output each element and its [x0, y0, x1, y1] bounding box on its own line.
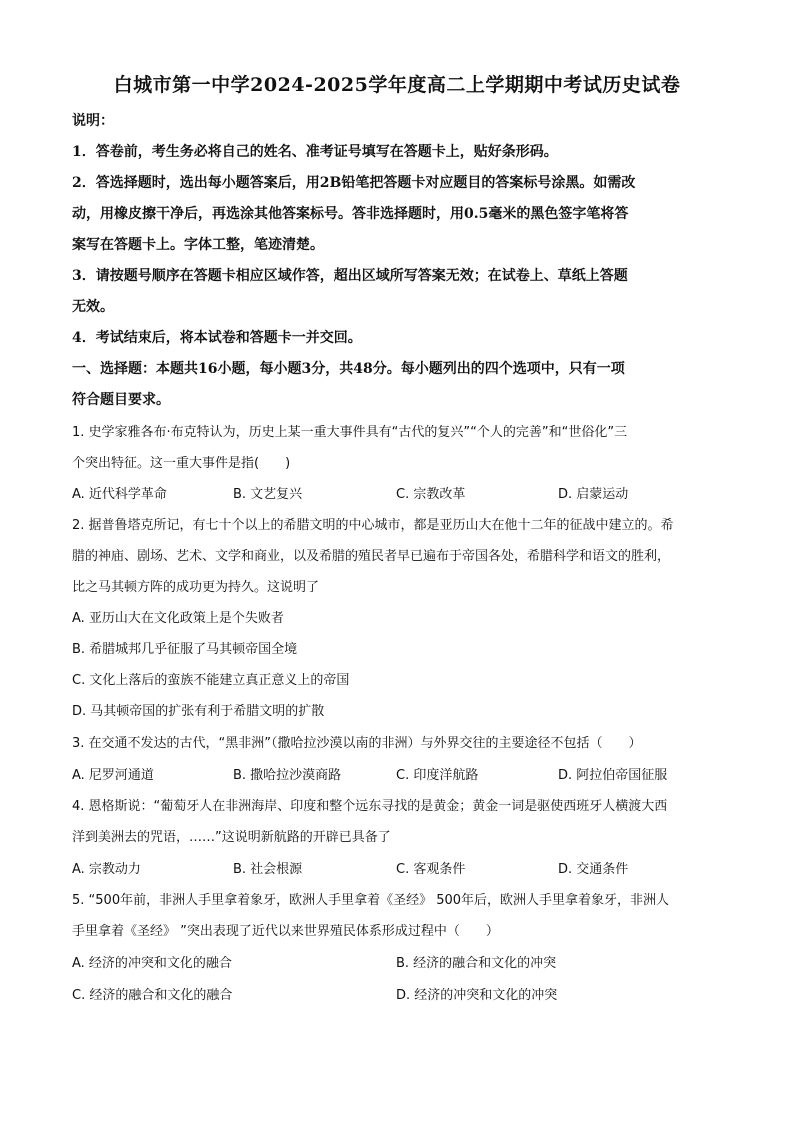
instruction-line: 无效。	[72, 299, 114, 315]
question-1-option-b: B. 文艺复兴	[233, 487, 303, 502]
question-4-option-c: C. 客观条件	[396, 862, 466, 877]
exam-title: 白城市第一中学2024-2025学年度高二上学期期中考试历史试卷	[113, 74, 681, 96]
question-5-stem: 5. “500年前，非洲人手里拿着象牙，欧洲人手里拿着《圣经》 500年后，欧洲人手里拿着象牙，非洲人	[72, 893, 670, 908]
instruction-line: 动，用橡皮擦干净后，再选涂其他答案标号。答非选择题时，用0.5毫米的黑色签字笔将答	[72, 206, 629, 222]
question-2-option-b: B. 希腊城邦几乎征服了马其顿帝国全境	[72, 642, 298, 657]
question-2-stem: 腊的神庙、剧场、艺术、文学和商业，以及希腊的殖民者早已遍布于帝国各处，希腊科学和语文的胜利，	[72, 549, 671, 564]
instruction-line: 3．请按题号顺序在答题卡相应区域作答，超出区域所写答案无效；在试卷上、草纸上答题	[72, 268, 628, 284]
question-1-option-c: C. 宗教改革	[396, 487, 466, 502]
question-1-stem: 1. 史学家雅各布·布克特认为，历史上某一重大事件具有“古代的复兴”“个人的完善”和“世俗化”三	[72, 425, 628, 440]
question-2-stem: 2. 据普鲁塔克所记，有七十个以上的希腊文明的中心城市，都是亚历山大在他十二年的征战中建立的。希	[72, 518, 674, 533]
question-4-option-d: D. 交通条件	[558, 862, 629, 877]
question-3-option-d: D. 阿拉伯帝国征服	[558, 768, 668, 783]
question-1-option-d: D. 启蒙运动	[558, 487, 629, 502]
question-2-option-c: C. 文化上落后的蛮族不能建立真正意义上的帝国	[72, 673, 350, 688]
question-3-option-b: B. 撒哈拉沙漠商路	[233, 768, 342, 783]
question-4-option-a: A. 宗教动力	[72, 862, 141, 877]
instructions-heading: 说明：	[72, 113, 114, 129]
question-2-stem: 比之马其顿方阵的成功更为持久。这说明了	[72, 580, 320, 595]
question-3-option-c: C. 印度洋航路	[396, 768, 479, 783]
question-2-option-d: D. 马其顿帝国的扩张有利于希腊文明的扩散	[72, 704, 325, 719]
question-4-stem: 4. 恩格斯说：“葡萄牙人在非洲海岸、印度和整个远东寻找的是黄金；黄金一词是驱使西班牙人横渡大西	[72, 799, 668, 814]
question-1-stem: 个突出特征。这一重大事件是指( )	[72, 456, 291, 471]
question-5-option-c: C. 经济的融合和文化的融合	[72, 988, 233, 1003]
section-heading: 一、选择题：本题共16小题，每小题3分，共48分。每小题列出的四个选项中，只有一项	[72, 361, 625, 377]
question-5-option-d: D. 经济的冲突和文化的冲突	[396, 988, 558, 1003]
question-4-option-b: B. 社会根源	[233, 862, 303, 877]
question-5-stem: 手里拿着《圣经》 ”突出表现了近代以来世界殖民体系形成过程中（ ）	[72, 924, 499, 939]
question-1-option-a: A. 近代科学革命	[72, 487, 167, 502]
instruction-line: 案写在答题卡上。字体工整，笔迹清楚。	[72, 237, 324, 253]
instruction-line: 1．答卷前，考生务必将自己的姓名、准考证号填写在答题卡上，贴好条形码。	[72, 144, 558, 160]
question-3-stem: 3. 在交通不发达的古代，“黑非洲”（撒哈拉沙漠以南的非洲）与外界交往的主要途径不包括（ ）	[72, 736, 642, 751]
question-3-option-a: A. 尼罗河通道	[72, 768, 154, 783]
section-heading: 符合题目要求。	[72, 392, 170, 408]
instruction-line: 2．答选择题时，选出每小题答案后，用2B铅笔把答题卡对应题目的答案标号涂黑。如需改	[72, 175, 636, 191]
instruction-line: 4．考试结束后，将本试卷和答题卡一并交回。	[72, 330, 362, 346]
question-5-option-a: A. 经济的冲突和文化的融合	[72, 956, 232, 971]
question-2-option-a: A. 亚历山大在文化政策上是个失败者	[72, 611, 284, 626]
question-4-stem: 洋到美洲去的咒语，……”这说明新航路的开辟已具备了	[72, 830, 391, 845]
question-5-option-b: B. 经济的融合和文化的冲突	[396, 956, 557, 971]
